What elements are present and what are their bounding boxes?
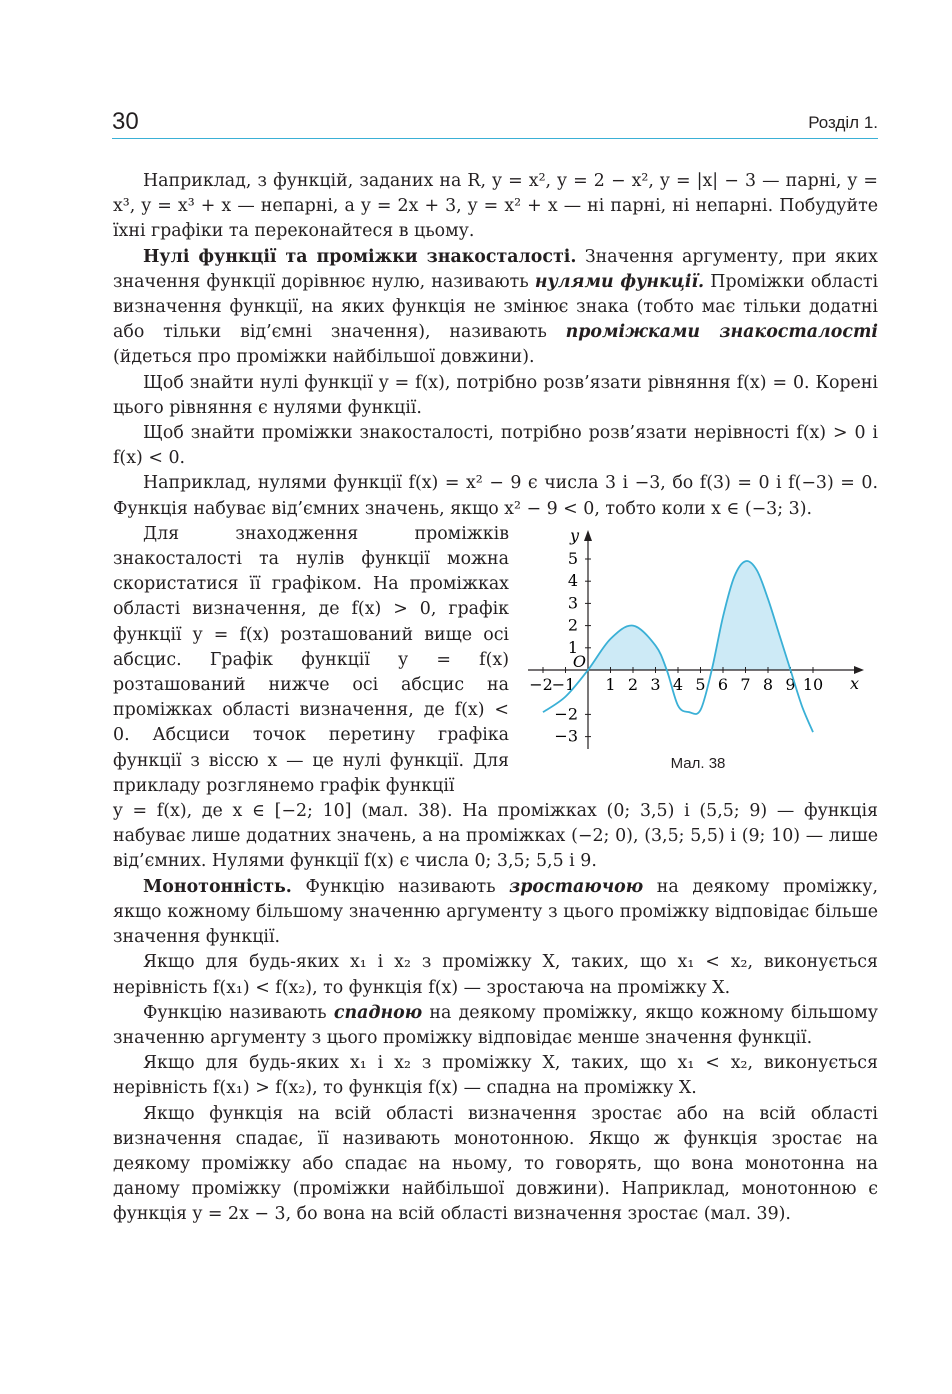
figure-caption: Мал. 38 — [670, 754, 726, 772]
figure-38 — [528, 524, 878, 776]
paragraph-text: Функцію називають — [291, 876, 510, 897]
figure-wrap — [113, 522, 878, 799]
x-tick-label: −2 — [529, 674, 553, 694]
x-axis-arrow — [854, 666, 864, 674]
y-axis-arrow — [584, 530, 592, 541]
paragraph-text: (йдеться про проміжки найбільшої довжини). — [113, 347, 535, 368]
header-rule — [112, 138, 878, 139]
x-tick-label: 6 — [717, 674, 729, 694]
term-increasing: зростаючою — [509, 876, 644, 897]
paragraph-5: Наприклад, нулями функції f(x) = x² − 9 є числа 3 і −3, бо f(3) = 0 і f(−3) = 0. Функція набуває від’ємних значень, якщо x² − 9 < 0, тобто коли x ∈ (−3; 3). — [113, 473, 878, 519]
x-tick-label: 2 — [627, 674, 639, 694]
positive-region-fill-1 — [588, 625, 667, 670]
x-tick-label: 1 — [605, 674, 616, 694]
paragraph-text: на деякому проміжку, якщо кожному більшому значенню аргументу з цього проміжку відповідає більше значення функції. — [113, 876, 878, 948]
term-decreasing: спадною — [333, 1002, 423, 1023]
paragraph-11: Якщо для будь-яких x₁ і x₂ з проміжку X, таких, що x₁ < x₂, виконується нерівність f(x₁) > f(x₂), то функція f(x) — спадна на проміжку X. — [113, 1053, 878, 1099]
x-axis-label: x — [850, 673, 860, 693]
x-tick-label: −1 — [551, 674, 576, 694]
paragraph-3: Щоб знайти нулі функції y = f(x), потрібно розв’язати рівняння f(x) = 0. Корені цього рівняння є нулями функції. — [113, 372, 878, 418]
page-number: 30 — [112, 108, 139, 135]
y-tick-label: 3 — [567, 593, 578, 613]
y-tick-label: 2 — [567, 615, 578, 635]
paragraph-1: Наприклад, з функцій, заданих на R, y = x², y = 2 − x², y = |x| − 3 — парні, y = x³, y = x³ + x — непарні, а y = 2x + 3, y = x² + x — ні парні, ні непарні. Побудуйте їхні графіки та переконайтеся в цьому. — [113, 171, 878, 242]
y-tick-label: 1 — [567, 637, 578, 657]
paragraph-monotonicity — [113, 875, 878, 951]
paragraph-9: Якщо для будь-яких x₁ і x₂ з проміжку X, таких, що x₁ < x₂, виконується нерівність f(x₁) < f(x₂), то функція f(x) — зростаюча на проміжку X. — [113, 952, 878, 998]
paragraph-zeros-definition — [113, 245, 878, 371]
paragraph-text: Функцію називають — [143, 1002, 334, 1023]
y-tick-label: 5 — [567, 548, 578, 568]
x-tick-label: 4 — [672, 674, 684, 694]
x-tick-label: 3 — [650, 674, 661, 694]
section-title: Розділ 1. — [808, 113, 878, 132]
x-tick-label: 7 — [740, 674, 751, 694]
y-tick-label: 4 — [567, 571, 578, 591]
x-tick-label: 9 — [785, 674, 796, 694]
paragraph-6: Для знаходження проміжків знакосталості та нулів функції можна скористатися її графіком. На проміжках області визначення, де f(x) > 0, графік функції y = f(x) розташований вище осі абсцис. Графік функції y = f(x) розташований нижче осі абсцис на проміжках області визначення, де f(x) < 0. Абсциси точок перетину графіка функції з віссю x — це нулі функції. Для прикладу розглянемо графік функції — [113, 523, 509, 796]
term-zeros: нулями функції. — [534, 271, 705, 292]
y-tick-label: −3 — [554, 726, 578, 746]
function-graph — [528, 524, 873, 749]
paragraph-decreasing — [113, 1001, 878, 1051]
page-body — [113, 169, 878, 1228]
term-sign-intervals: проміжками знакосталості — [565, 322, 878, 343]
term-zeros-heading: Нулі функції та проміжки знакосталості. — [143, 246, 577, 267]
paragraph-7: y = f(x), де x ∈ [−2; 10] (мал. 38). На проміжках (0; 3,5) і (5,5; 9) — функція набуває лише додатних значень, а на проміжках (−2; 0), (3,5; 5,5) і (9; 10) — лише від’ємних. Нулями функції f(x) є числа 0; 3,5; 5,5 і 9. — [113, 801, 878, 872]
y-axis-label: y — [570, 525, 580, 545]
x-tick-label: 10 — [802, 674, 824, 694]
term-monotonicity-heading: Монотонність. — [143, 876, 292, 897]
paragraph-4: Щоб знайти проміжки знакосталості, потрібно розв’язати нерівності f(x) > 0 і f(x) < 0. — [113, 423, 878, 469]
paragraph-text: на деякому проміжку, якщо кожному більшому значенню аргументу з цього проміжку відповідає менше значення функції. — [113, 1002, 878, 1048]
x-tick-label: 8 — [762, 674, 774, 694]
y-tick-label: −2 — [554, 704, 578, 724]
x-tick-label: 5 — [695, 674, 706, 694]
paragraph-text: Значення аргументу, при яких значення функції дорівнює нулю, називають — [113, 246, 878, 292]
paragraph-text: Проміжки області визначення функції, на яких функція не змінює знака (тобто має тільки додатні або тільки від’ємні значення), називають — [113, 271, 879, 343]
paragraph-12: Якщо функція на всій області визначення зростає або на всій області визначення спадає, її називають монотонною. Якщо ж функція зростає на деякому проміжку або спадає на ньому, то говорять, що вона монотонна на даному проміжку (проміжки найбільшої довжини). Наприклад, монотонною є функція y = 2x − 3, бо вона на всій області визначення зростає (мал. 39). — [113, 1103, 878, 1225]
origin-label: O — [572, 651, 586, 671]
